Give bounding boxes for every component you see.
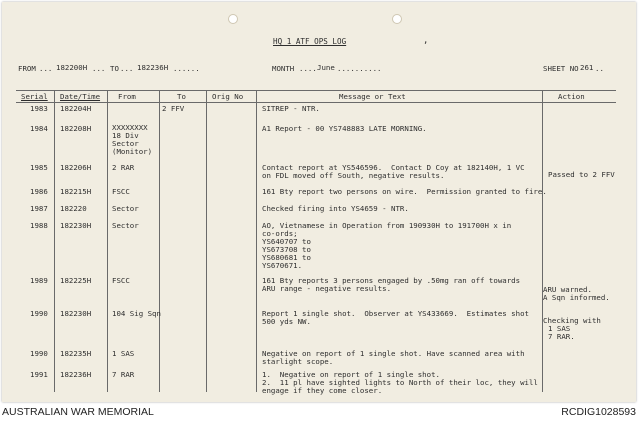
- row-action: 1 SAS: [548, 324, 571, 333]
- month-dots-b: ..........: [337, 64, 382, 73]
- table-header-rule: [16, 102, 616, 103]
- col-divider-1: [54, 90, 55, 392]
- row-action: A Sqn informed.: [543, 293, 610, 302]
- row-serial: 1987: [30, 204, 48, 213]
- row-from: (Monitor): [112, 147, 153, 156]
- row-message: 161 Bty report two persons on wire. Permission granted to fire.: [262, 187, 547, 196]
- row-from: 7 RAR: [112, 370, 135, 379]
- to-label: TO: [110, 64, 119, 73]
- row-from: Sector: [112, 139, 139, 148]
- row-datetime: 182225H: [60, 276, 92, 285]
- row-action: 7 RAR.: [548, 332, 575, 341]
- pen-mark: ,: [423, 36, 429, 46]
- row-message: on FDL moved off South, negative results.: [262, 171, 445, 180]
- row-serial: 1988: [30, 221, 48, 230]
- from-label: FROM: [18, 64, 36, 73]
- punch-hole-left: [228, 14, 238, 24]
- row-from: XXXXXXXX: [112, 123, 148, 132]
- row-message: AO, Vietnamese in Operation from 190930H to 191700H x in: [262, 221, 512, 230]
- row-datetime: 182235H: [60, 349, 92, 358]
- row-message: YS673708 to: [262, 245, 311, 254]
- from-dots-a: ...: [39, 64, 53, 73]
- col-header-from: From: [118, 92, 136, 101]
- col-header-action: Action: [558, 92, 585, 101]
- row-message: starlight scope.: [262, 357, 334, 366]
- row-action: ARU warned.: [543, 285, 592, 294]
- row-to: 2 FFV: [162, 104, 185, 113]
- row-message: Checked firing into YS4659 - NTR.: [262, 204, 409, 213]
- row-datetime: 182220: [60, 204, 87, 213]
- row-serial: 1985: [30, 163, 48, 172]
- from-dots-b: ...: [92, 64, 106, 73]
- col-divider-3: [159, 90, 160, 392]
- row-message: 1. Negative on report of 1 single shot.: [262, 370, 440, 379]
- row-datetime: 182230H: [60, 309, 92, 318]
- row-action: Checking with: [543, 316, 601, 325]
- row-serial: 1990: [30, 309, 48, 318]
- row-message: Negative on report of 1 single shot. Have scanned area with: [262, 349, 525, 358]
- row-serial: 1983: [30, 104, 48, 113]
- col-divider-6: [542, 90, 543, 392]
- row-from: 104 Sig Sqn: [112, 309, 161, 318]
- row-serial: 1989: [30, 276, 48, 285]
- sheet-dots: ..: [595, 64, 604, 73]
- sheet-label: SHEET NO: [543, 64, 579, 73]
- row-datetime: 182206H: [60, 163, 92, 172]
- row-message: 2. 11 pl have sighted lights to North of their loc, they will: [262, 378, 538, 387]
- row-message: SITREP - NTR.: [262, 104, 320, 113]
- row-message: 161 Bty reports 3 persons engaged by .50mg ran off towards: [262, 276, 521, 285]
- to-dots-a: ...: [120, 64, 134, 73]
- row-datetime: 182215H: [60, 187, 92, 196]
- row-message: ARU range - negative results.: [262, 284, 392, 293]
- col-divider-5: [256, 90, 257, 392]
- row-message: YS670671.: [262, 261, 303, 270]
- row-message: YS680681 to: [262, 253, 311, 262]
- row-datetime: 182204H: [60, 104, 92, 113]
- log-title: HQ 1 ATF OPS LOG: [273, 37, 347, 46]
- row-datetime: 182230H: [60, 221, 92, 230]
- row-action: Passed to 2 FFV: [548, 170, 615, 179]
- col-header-datetime: Date/Time: [60, 92, 101, 101]
- month-value: June: [317, 63, 335, 72]
- row-from: FSCC: [112, 276, 130, 285]
- row-from: 1 SAS: [112, 349, 135, 358]
- table-top-rule: [16, 90, 616, 91]
- row-message: 500 yds NW.: [262, 317, 311, 326]
- row-datetime: 182236H: [60, 370, 92, 379]
- log-sheet: [2, 2, 636, 402]
- col-header-to: To: [177, 92, 186, 101]
- row-message: co-ords;: [262, 229, 298, 238]
- row-message: Report 1 single shot. Observer at YS433669. Estimates shot: [262, 309, 529, 318]
- to-dots-b: ......: [173, 64, 200, 73]
- row-from: Sector: [112, 221, 139, 230]
- sheet-value: 261: [580, 63, 594, 72]
- row-serial: 1991: [30, 370, 48, 379]
- row-from: 2 RAR: [112, 163, 135, 172]
- col-header-serial: Serial: [21, 92, 48, 101]
- row-message: engage if they come closer.: [262, 386, 383, 395]
- col-divider-4: [206, 90, 207, 392]
- col-header-orig-no: Orig No: [212, 92, 244, 101]
- from-value: 182200H: [56, 63, 88, 72]
- punch-hole-right: [392, 14, 402, 24]
- row-from: 18 Div: [112, 131, 139, 140]
- col-header-message: Message or Text: [339, 92, 406, 101]
- row-serial: 1986: [30, 187, 48, 196]
- month-label: MONTH: [272, 64, 295, 73]
- to-value: 182236H: [137, 63, 169, 72]
- row-from: FSCC: [112, 187, 130, 196]
- month-dots-a: ....: [299, 64, 317, 73]
- row-message: YS640707 to: [262, 237, 311, 246]
- row-message: A1 Report - 00 YS748883 LATE MORNING.: [262, 124, 427, 133]
- row-datetime: 182208H: [60, 124, 92, 133]
- row-serial: 1984: [30, 124, 48, 133]
- row-from: Sector: [112, 204, 139, 213]
- row-message: Contact report at YS546596. Contact D Coy at 182140H, 1 VC: [262, 163, 525, 172]
- row-serial: 1990: [30, 349, 48, 358]
- col-divider-2: [107, 90, 108, 392]
- footer-archive-name: AUSTRALIAN WAR MEMORIAL: [2, 406, 154, 418]
- footer-record-id: RCDIG1028593: [561, 406, 636, 418]
